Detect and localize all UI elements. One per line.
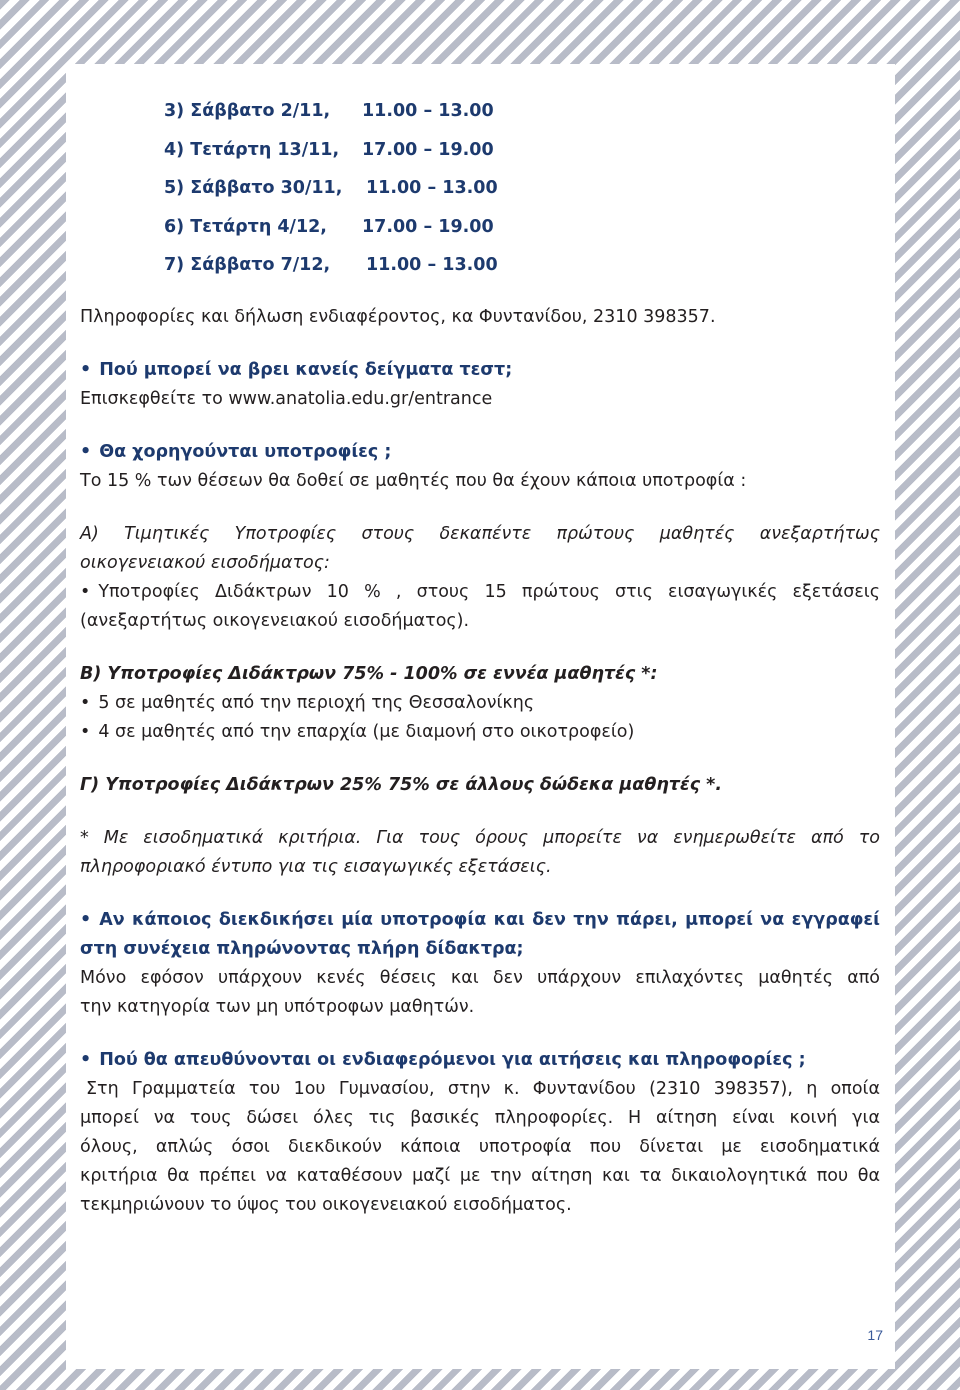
honor-scholarships-heading: Α) Τιμητικές Υποτροφίες στους δεκαπέντε πρώτους μαθητές ανεξαρτήτως xyxy=(80,523,880,544)
info-contact-text: Πληροφορίες και δήλωση ενδιαφέροντος, κα Φυντανίδου, 2310 398357. xyxy=(80,306,716,327)
question-contact-answer-line: κριτήρια θα πρέπει να καταθέσουν μαζί με την αίτηση και τα δικαιολογητικά που θα xyxy=(80,1165,880,1186)
schedule-row xyxy=(164,92,880,131)
question-scholarships-answer: Το 15 % των θέσεων θα δοθεί σε μαθητές που θα έχουν κάποια υποτροφία : xyxy=(80,470,747,491)
page-content xyxy=(80,92,880,1220)
schedule-time: 17.00 – 19.00 xyxy=(362,139,494,160)
page-number: 17 xyxy=(867,1327,883,1343)
question-contact-answer-line: μπορεί να τους δώσει όλες τις βασικές πληροφορίες. Η αίτηση είναι κοινή για xyxy=(80,1107,880,1128)
honor-scholarships-item-cont: (ανεξαρτήτως οικογενειακού εισοδήματος). xyxy=(80,610,470,631)
honor-scholarships-item: • Υποτροφίες Διδάκτρων 10 % , στους 15 πρώτους στις εισαγωγικές εξετάσεις xyxy=(80,578,880,607)
question-contact-answer-line: Στη Γραμματεία του 1ου Γυμνασίου, στην κ. Φυντανίδου (2310 398357), η οποία xyxy=(86,1078,880,1099)
question-contact-answer-line: τεκμηριώνουν το ύψος του οικογενειακού εισοδήματος. xyxy=(80,1194,572,1215)
question-samples-answer: Επισκεφθείτε το www.anatolia.edu.gr/entrance xyxy=(80,388,493,409)
schedule-time: 11.00 – 13.00 xyxy=(362,101,494,121)
tuition-scholarships-b-item: • 5 σε μαθητές από την περιοχή της Θεσσαλονίκης xyxy=(80,689,880,718)
footnote-text-cont: πληροφοριακό έντυπο για τις εισαγωγικές εξετάσεις. xyxy=(80,856,552,877)
tuition-scholarships-b-item: • 4 σε μαθητές από την επαρχία (με διαμονή στο οικοτροφείο) xyxy=(80,718,880,747)
question-enroll-heading: • Αν κάποιος διεκδικήσει μία υποτροφία και δεν την πάρει, μπορεί να εγγραφεί xyxy=(80,906,880,935)
schedule-time: 11.00 – 13.00 xyxy=(366,178,498,198)
footnote-text: * Με εισοδηματικά κριτήρια. Για τους όρους μπορείτε να ενημερωθείτε από το xyxy=(80,827,880,848)
schedule-day: 7) Σάββατο 7/12, xyxy=(164,255,331,275)
question-scholarships-heading: • Θα χορηγούνται υποτροφίες ; xyxy=(80,438,880,467)
schedule-day: 6) Τετάρτη 4/12, xyxy=(164,216,327,237)
question-contact-heading: • Πού θα απευθύνονται οι ενδιαφερόμενοι για αιτήσεις και πληροφορίες ; xyxy=(80,1046,880,1075)
question-samples-heading: • Πού μπορεί να βρει κανείς δείγματα τεστ; xyxy=(80,356,880,385)
schedule-row xyxy=(164,246,880,285)
test-schedule xyxy=(80,92,880,285)
tuition-scholarships-c-heading: Γ) Υποτροφίες Διδάκτρων 25% 75% σε άλλους δώδεκα μαθητές *. xyxy=(80,774,722,795)
document-page xyxy=(66,64,895,1369)
schedule-row xyxy=(164,131,880,170)
question-enroll-answer: Μόνο εφόσον υπάρχουν κενές θέσεις και δεν υπάρχουν επιλαχόντες μαθητές από xyxy=(80,967,880,988)
honor-scholarships-heading-cont: οικογενειακού εισοδήματος: xyxy=(80,552,330,573)
schedule-time: 11.00 – 13.00 xyxy=(366,255,498,275)
question-contact-answer-line: όλους, απλώς όσοι διεκδικούν κάποια υποτροφία που δίνεται με εισοδηματικά xyxy=(80,1136,880,1157)
schedule-time: 17.00 – 19.00 xyxy=(362,216,494,237)
schedule-row xyxy=(164,208,880,247)
schedule-day: 3) Σάββατο 2/11, xyxy=(164,101,331,121)
tuition-scholarships-b-heading: Β) Υποτροφίες Διδάκτρων 75% - 100% σε εννέα μαθητές *: xyxy=(80,663,658,684)
schedule-row xyxy=(164,169,880,208)
schedule-day: 5) Σάββατο 30/11, xyxy=(164,178,343,198)
schedule-day: 4) Τετάρτη 13/11, xyxy=(164,139,340,160)
question-enroll-heading-cont: στη συνέχεια πληρώνοντας πλήρη δίδακτρα; xyxy=(80,938,524,959)
question-enroll-answer-cont: την κατηγορία των μη υπότροφων μαθητών. xyxy=(80,996,475,1017)
